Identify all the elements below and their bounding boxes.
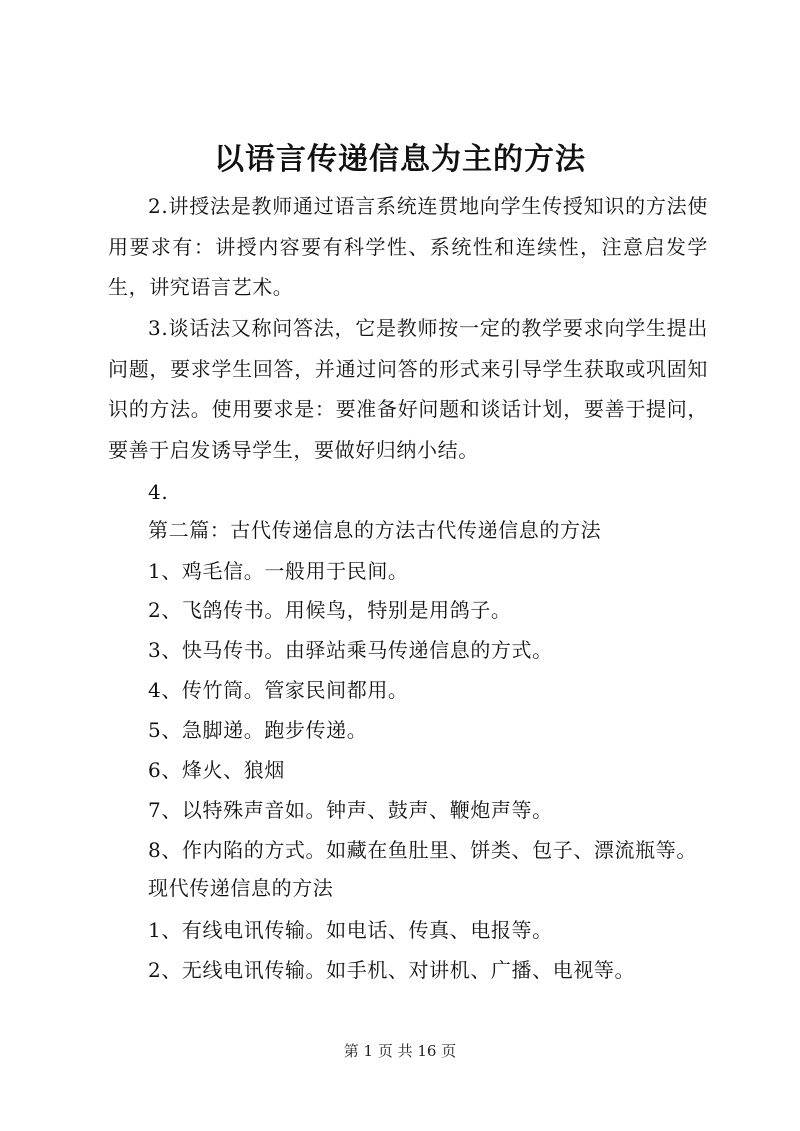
paragraph-discussion-method: 3.谈话法又称问答法，它是教师按一定的教学要求向学生提出问题，要求学生回答，并通过问答的形式来引导学生获取或巩固知识的方法。使用要求是：要准备好问题和谈话计划，要善于提问，要善于启发诱导学生，要做好归纳小结。 — [108, 316, 708, 462]
list-item: 7、以特殊声音如。钟声、鼓声、鞭炮声等。 — [148, 798, 553, 822]
section-heading: 第二篇：古代传递信息的方法古代传递信息的方法 — [148, 518, 602, 542]
list-item: 1、有线电讯传输。如电话、传真、电报等。 — [148, 918, 553, 942]
list-item: 2、飞鸽传书。用候鸟，特别是用鸽子。 — [148, 598, 512, 622]
list-item: 4. — [148, 480, 169, 504]
list-item: 6、烽火、狼烟 — [148, 758, 285, 782]
paragraph-lecture-method: 2.讲授法是教师通过语言系统连贯地向学生传授知识的方法使用要求有：讲授内容要有科学性、系统性和连续性，注意启发学生，讲究语言艺术。 — [108, 194, 708, 299]
list-item: 5、急脚递。跑步传递。 — [148, 718, 368, 742]
list-item: 3、快马传书。由驿站乘马传递信息的方式。 — [148, 638, 553, 662]
list-item: 1、鸡毛信。一般用于民间。 — [148, 559, 409, 583]
page-number-footer: 第 1 页 共 16 页 — [343, 1042, 457, 1060]
list-item: 8、作内陷的方式。如藏在鱼肚里、饼类、包子、漂流瓶等。 — [148, 838, 697, 862]
section-heading: 现代传递信息的方法 — [148, 876, 334, 900]
list-item: 2、无线电讯传输。如手机、对讲机、广播、电视等。 — [148, 958, 636, 982]
list-item: 4、传竹筒。管家民间都用。 — [148, 678, 409, 702]
page-title: 以语言传递信息为主的方法 — [214, 142, 586, 177]
